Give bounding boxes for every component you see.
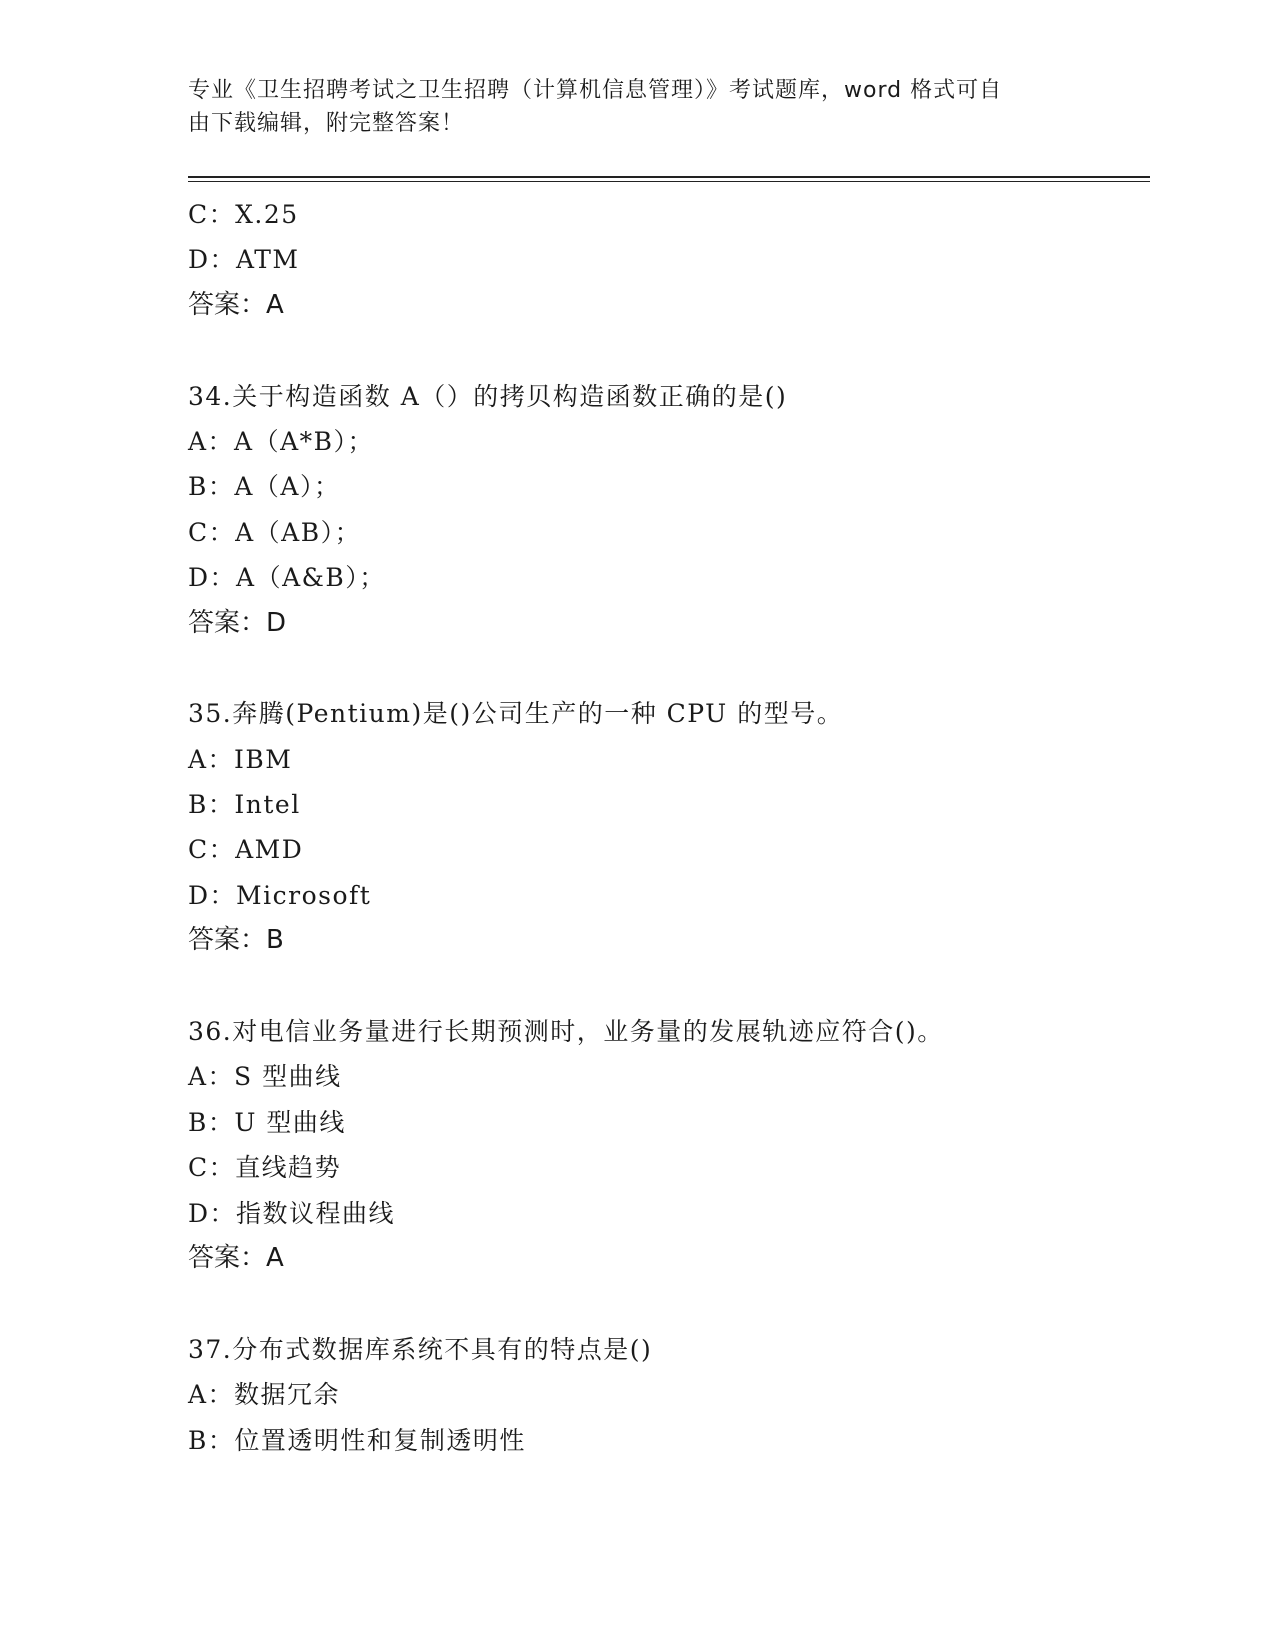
question-block-34 <box>188 374 1148 646</box>
option-d: D：A（A&B）； <box>188 563 386 593</box>
option-d: D：Microsoft <box>188 880 372 910</box>
document-header <box>188 74 1068 140</box>
option-b: B：U 型曲线 <box>188 1107 346 1137</box>
option-a: A：数据冗余 <box>188 1380 341 1410</box>
header-line-2: 由下载编辑，附完整答案！ <box>188 111 465 136</box>
option-d: D：ATM <box>188 245 300 275</box>
answer-line: 答案：A <box>188 1242 284 1273</box>
spacer <box>188 646 1148 691</box>
answer-line: 答案：D <box>188 607 287 638</box>
question-block-37 <box>188 1327 1148 1463</box>
question-text: 34.关于构造函数 A（）的拷贝构造函数正确的是() <box>188 381 788 411</box>
question-text: 37.分布式数据库系统不具有的特点是() <box>188 1334 653 1364</box>
option-d: D：指数议程曲线 <box>188 1198 396 1228</box>
option-a: A：A（A*B）； <box>188 426 375 456</box>
option-b: B：A（A）； <box>188 472 341 502</box>
spacer <box>188 1281 1148 1326</box>
option-c: C：A（AB）； <box>188 517 362 547</box>
question-block-33-tail <box>188 192 1148 328</box>
option-a: A：IBM <box>188 744 293 774</box>
option-b: B：位置透明性和复制透明性 <box>188 1425 526 1455</box>
option-c: C：直线趋势 <box>188 1153 342 1183</box>
question-text: 36.对电信业务量进行长期预测时，业务量的发展轨迹应符合()。 <box>188 1017 944 1047</box>
answer-line: 答案：B <box>188 925 284 956</box>
answer-line: 答案：A <box>188 289 284 320</box>
option-a: A：S 型曲线 <box>188 1062 342 1092</box>
option-b: B：Intel <box>188 790 301 820</box>
header-line-1: 专业《卫生招聘考试之卫生招聘（计算机信息管理）》考试题库，word 格式可自 <box>188 78 1003 103</box>
question-block-35 <box>188 691 1148 963</box>
option-c: C：X.25 <box>188 200 299 229</box>
question-block-36 <box>188 1009 1148 1281</box>
question-text: 35.奔腾(Pentium)是()公司生产的一种 CPU 的型号。 <box>188 699 844 729</box>
header-divider-thin <box>188 181 1150 182</box>
spacer <box>188 964 1148 1009</box>
option-c: C：AMD <box>188 835 304 865</box>
question-list <box>188 192 1148 1463</box>
header-divider-thick <box>188 176 1150 178</box>
spacer <box>188 328 1148 373</box>
